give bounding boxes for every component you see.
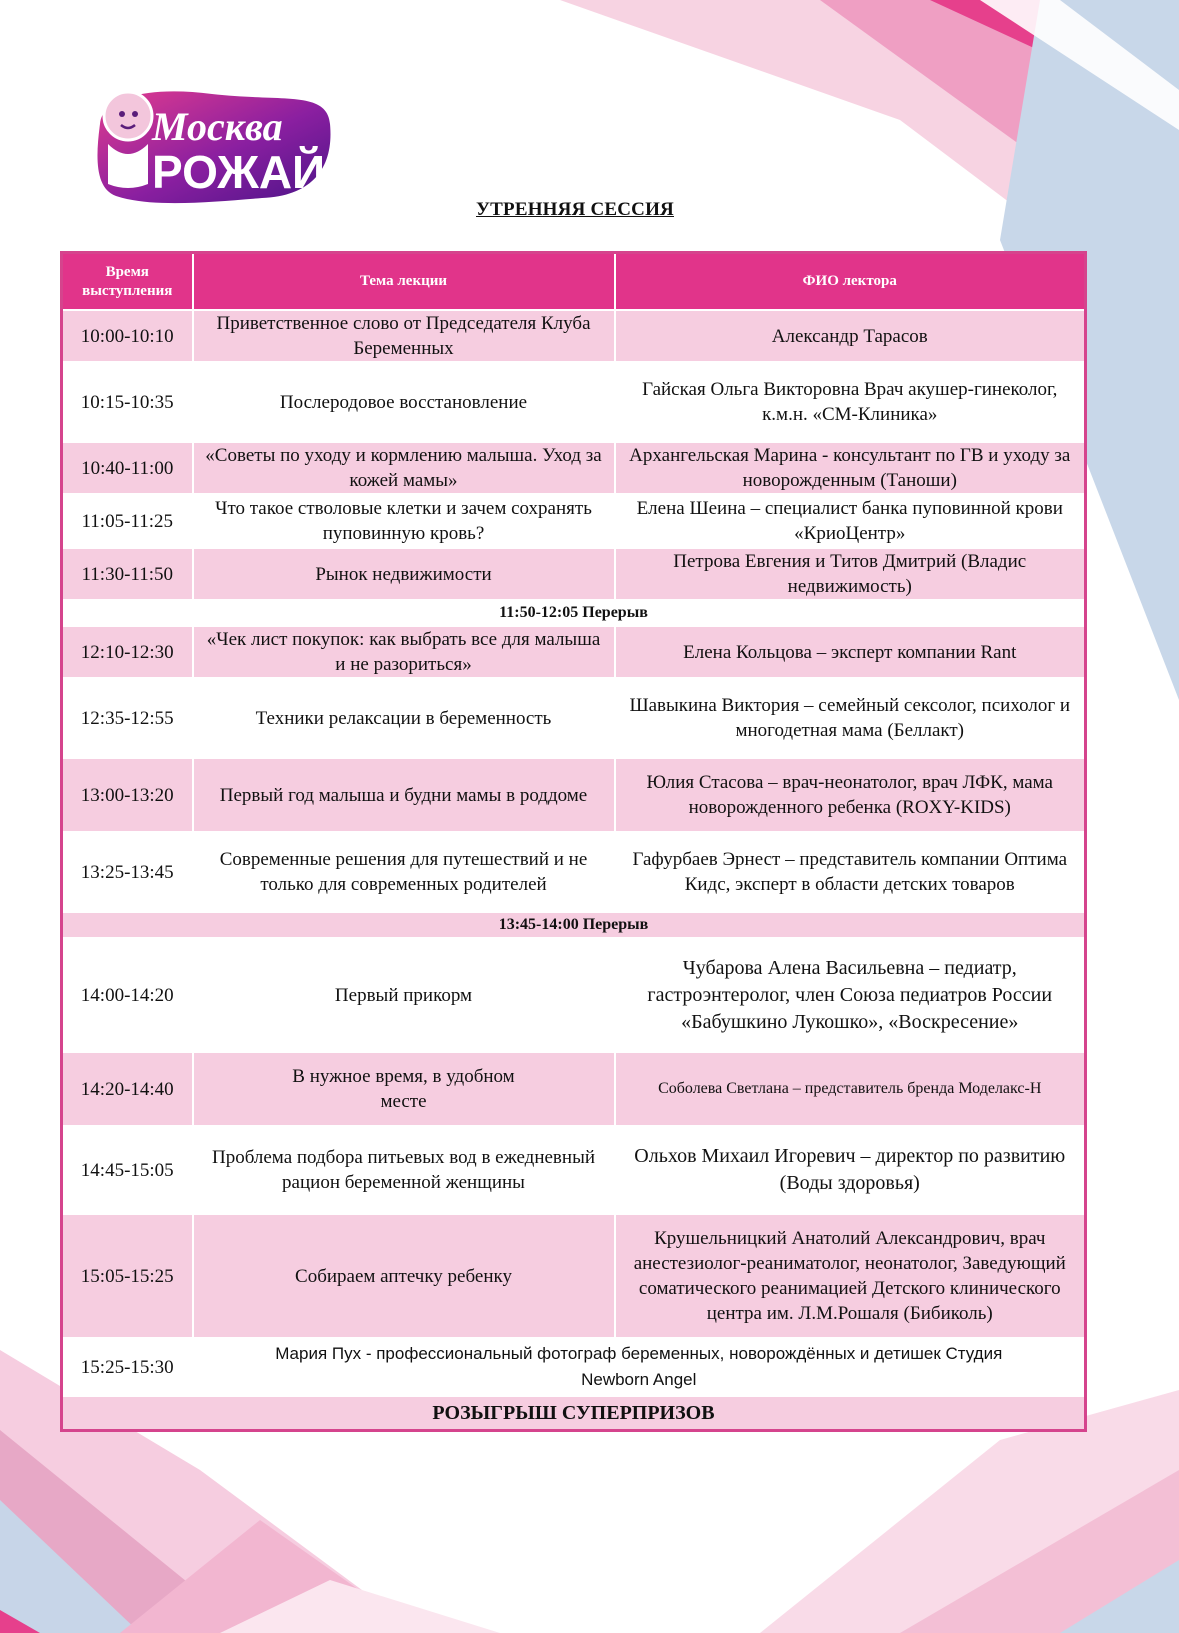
table-row [62, 494, 1086, 548]
row-topic: Техники релаксации в беременность [193, 678, 615, 758]
table-row [62, 362, 1086, 442]
table-row [62, 678, 1086, 758]
row-time: 10:40-11:00 [62, 442, 193, 494]
row-topic: Первый прикорм [193, 938, 615, 1052]
row-topic-lecturer: Мария Пух - профессиональный фотограф беременных, новорождённых и детишек Студия Newborn Angel [193, 1338, 1086, 1396]
row-time: 11:05-11:25 [62, 494, 193, 548]
table-row [62, 758, 1086, 832]
row-lecturer: Петрова Евгения и Титов Дмитрий (Владис недвижимость) [615, 548, 1086, 600]
table-row [62, 1338, 1086, 1396]
break-row [62, 912, 1086, 938]
footer-label: РОЗЫГРЫШ СУПЕРПРИЗОВ [62, 1396, 1086, 1431]
row-time: 12:10-12:30 [62, 626, 193, 678]
row-time: 15:25-15:30 [62, 1338, 193, 1396]
row-time: 12:35-12:55 [62, 678, 193, 758]
header-topic: Тема лекции [193, 253, 615, 311]
row-topic: Послеродовое восстановление [193, 362, 615, 442]
row-time: 14:45-15:05 [62, 1126, 193, 1214]
table-row [62, 1214, 1086, 1338]
row-topic: Проблема подбора питьевых вод в ежедневный рацион беременной женщины [193, 1126, 615, 1214]
table-row [62, 310, 1086, 362]
row-topic: Современные решения для путешествий и не только для современных родителей [193, 832, 615, 912]
break-row [62, 600, 1086, 626]
table-row [62, 442, 1086, 494]
row-lecturer: Крушельницкий Анатолий Александрович, врач анестезиолог-реаниматолог, неонатолог, Заведующий соматического реанимацией Детского клинического центра им. Л.М.Рошаля (Бибиколь) [615, 1214, 1086, 1338]
header-lecturer: ФИО лектора [615, 253, 1086, 311]
header-time: Время выступления [62, 253, 193, 311]
row-lecturer: Шавыкина Виктория – семейный сексолог, психолог и многодетная мама (Беллакт) [615, 678, 1086, 758]
row-time: 15:05-15:25 [62, 1214, 193, 1338]
row-time: 11:30-11:50 [62, 548, 193, 600]
row-time: 14:20-14:40 [62, 1052, 193, 1126]
row-lecturer: Ольхов Михаил Игоревич – директор по развитию (Воды здоровья) [615, 1126, 1086, 1214]
row-topic: Первый год малыша и будни мамы в роддоме [193, 758, 615, 832]
row-topic: Что такое стволовые клетки и зачем сохранять пуповинную кровь? [193, 494, 615, 548]
row-topic: Рынок недвижимости [193, 548, 615, 600]
table-header-row [62, 253, 1086, 311]
row-lecturer: Елена Шеина – специалист банка пуповинной крови «КриоЦентр» [615, 494, 1086, 548]
row-lecturer: Гафурбаев Эрнест – представитель компании Оптима Кидс, эксперт в области детских товаров [615, 832, 1086, 912]
row-lecturer: Соболева Светлана – представитель бренда Моделакс-Н [615, 1052, 1086, 1126]
row-lecturer: Юлия Стасова – врач-неонатолог, врач ЛФК, мама новорожденного ребенка (ROXY-KIDS) [615, 758, 1086, 832]
schedule-table [60, 251, 1087, 1432]
row-lecturer: Александр Тарасов [615, 310, 1086, 362]
row-topic: Собираем аптечку ребенку [193, 1214, 615, 1338]
break-label: 13:45-14:00 Перерыв [62, 912, 1086, 938]
table-row [62, 938, 1086, 1052]
row-lecturer: Гайская Ольга Викторовна Врач акушер-гинеколог, к.м.н. «СМ-Клиника» [615, 362, 1086, 442]
table-row [62, 1126, 1086, 1214]
logo-text-top: Москва [152, 104, 283, 149]
row-topic: Приветственное слово от Председателя Клуба Беременных [193, 310, 615, 362]
row-lecturer: Чубарова Алена Васильевна – педиатр, гастроэнтеролог, член Союза педиатров России «Бабушкино Лукошко», «Воскресение» [615, 938, 1086, 1052]
table-row [62, 832, 1086, 912]
break-label: 11:50-12:05 Перерыв [62, 600, 1086, 626]
row-time: 13:25-13:45 [62, 832, 193, 912]
moskva-rozhay-logo [92, 84, 337, 214]
table-row [62, 626, 1086, 678]
row-topic: В нужное время, в удобном месте [193, 1052, 615, 1126]
row-time: 10:15-10:35 [62, 362, 193, 442]
row-time: 14:00-14:20 [62, 938, 193, 1052]
row-topic: «Советы по уходу и кормлению малыша. Уход за кожей мамы» [193, 442, 615, 494]
table-row [62, 548, 1086, 600]
table-row [62, 1052, 1086, 1126]
logo-text-bottom: РОЖАЙ [152, 146, 326, 198]
row-topic: «Чек лист покупок: как выбрать все для малыша и не разориться» [193, 626, 615, 678]
row-lecturer: Архангельская Марина - консультант по ГВ и уходу за новорожденным (Таноши) [615, 442, 1086, 494]
row-time: 10:00-10:10 [62, 310, 193, 362]
session-title: УТРЕННЯЯ СЕССИЯ [476, 199, 674, 220]
row-time: 13:00-13:20 [62, 758, 193, 832]
row-lecturer: Елена Кольцова – эксперт компании Rant [615, 626, 1086, 678]
footer-row [62, 1396, 1086, 1431]
